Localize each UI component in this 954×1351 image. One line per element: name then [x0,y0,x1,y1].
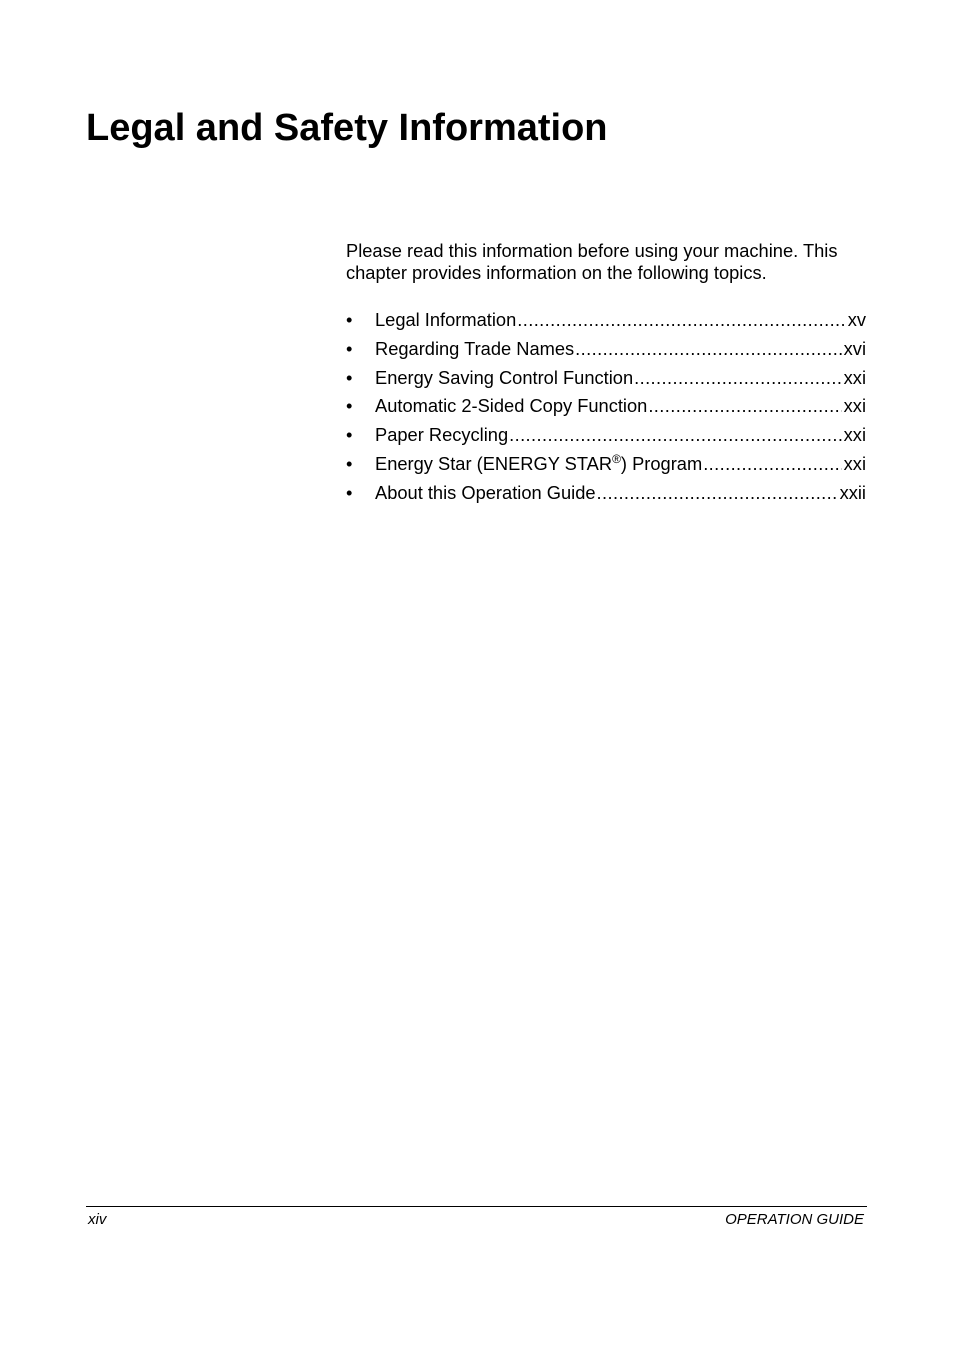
toc-item-energy-saving[interactable] [346,364,866,393]
bullet: • [346,337,353,359]
footer-document-name: OPERATION GUIDE [725,1211,864,1228]
toc-item-about-guide[interactable] [346,479,866,508]
toc-item-title: Automatic 2-Sided Copy Function [375,395,648,417]
bullet: • [346,424,353,446]
toc-item-page: xv [847,309,866,330]
registered-mark: ® [612,451,621,466]
bullet: • [346,366,353,388]
toc-item-title [375,450,702,479]
bullet: • [346,395,353,417]
toc-item-paper-recycling[interactable] [346,421,866,450]
toc-item-page: xxi [843,395,866,417]
toc-item-title-end: ) Program [620,452,703,474]
dot-leader [703,450,841,479]
bullet: • [346,309,353,330]
bullet: • [346,481,353,503]
toc-item-page: xxi [843,366,866,388]
dot-leader [634,364,842,393]
footer-page-number: xiv [88,1211,107,1228]
toc-item-title: Legal Information [375,309,517,330]
intro-paragraph: Please read this information before using your machine. This chapter provides information on the following topics. [346,240,838,283]
toc-item-title: Energy Saving Control Function [375,366,634,388]
topic-list [346,306,866,508]
toc-item-legal-information[interactable] [346,306,866,335]
toc-item-title-start: Energy Star (ENERGY STAR [375,452,613,474]
bullet: • [346,452,353,474]
dot-leader [575,335,841,364]
toc-item-page: xxii [839,481,866,503]
toc-item-title: Paper Recycling [375,424,509,446]
toc-item-page: xxi [843,452,866,474]
toc-item-duplex-copy[interactable] [346,392,866,421]
dot-leader [648,392,841,421]
toc-item-trade-names[interactable] [346,335,866,364]
dot-leader [597,479,838,508]
footer-divider [86,1206,867,1207]
toc-item-energy-star[interactable] [346,450,866,479]
toc-item-title: Regarding Trade Names [375,337,575,359]
dot-leader [509,421,842,450]
toc-item-page: xxi [843,424,866,446]
toc-item-page: xvi [843,337,866,359]
dot-leader [517,306,845,335]
page-title: Legal and Safety Information [86,107,608,149]
toc-item-title: About this Operation Guide [375,481,596,503]
